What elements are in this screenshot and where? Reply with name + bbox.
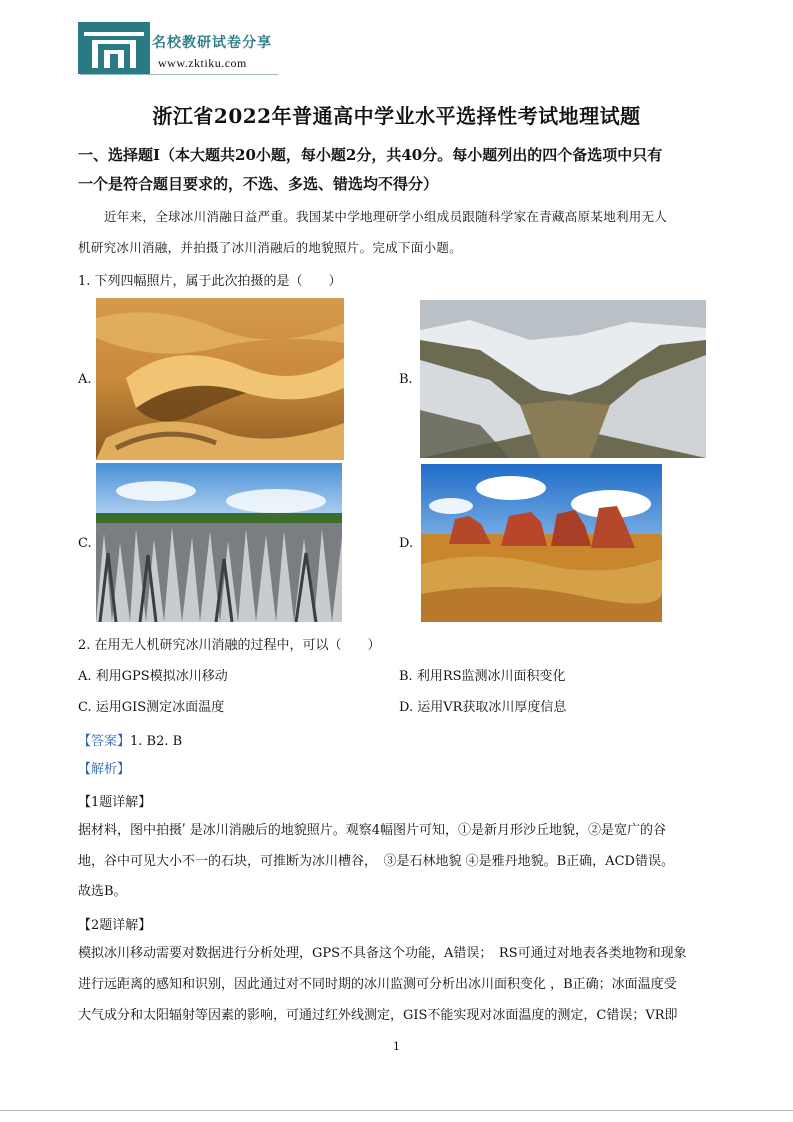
option-c-label: C.: [78, 536, 92, 551]
page-bottom-divider: [0, 1110, 793, 1111]
q2-option-c: C. 运用GIS测定冰面温度: [78, 700, 225, 715]
section-heading-line2: 一个是符合题目要求的，不选、多选、错选均不得分）: [78, 175, 439, 193]
option-d-label: D.: [399, 536, 414, 551]
section-heading-line1: 一、选择题Ⅰ（本大题共20小题，每小题2分，共40分。每小题列出的四个备选项中只有: [78, 146, 663, 164]
page-title: 浙江省2022年普通高中学业水平选择性考试地理试题: [152, 104, 641, 128]
detail-1-label: 【1题详解】: [78, 795, 152, 810]
question-2-stem: 2. 在用无人机研究冰川消融的过程中，可以（ ）: [78, 638, 381, 653]
answer-text: 1. B2. B: [130, 734, 183, 749]
intro-line2: 机研究冰川消融，并拍摄了冰川消融后的地貌照片。完成下面小题。: [78, 240, 463, 255]
answer-block: [78, 730, 182, 749]
detail-1-line2: 地，谷中可见大小不一的石块，可推断为冰川槽谷， ③是石林地貌 ④是雅丹地貌。B正确，ACD错误。: [78, 854, 674, 869]
q2-option-b: B. 利用RS监测冰川面积变化: [399, 669, 566, 684]
option-b-label: B.: [399, 372, 413, 387]
detail-1-line3: 故选B。: [78, 884, 127, 899]
q2-option-a: A. 利用GPS模拟冰川移动: [78, 669, 228, 684]
q2-option-d: D. 运用VR获取冰川厚度信息: [399, 700, 567, 715]
photo-desert-dunes: [96, 298, 344, 460]
logo-divider: [80, 74, 278, 75]
photo-yardang-landform: [421, 464, 662, 622]
detail-2-label: 【2题详解】: [78, 918, 152, 933]
detail-1-line1: 据材料，图中拍摄ʹ 是冰川消融后的地貌照片。观察4幅图片可知，①是新月形沙丘地貌，②是宽广的谷: [78, 823, 667, 838]
question-1-stem: 1. 下列四幅照片，属于此次拍摄的是（ ）: [78, 274, 342, 289]
detail-2-line1: 模拟冰川移动需要对数据进行分析处理，GPS不具备这个功能，A错误； RS可通过对地表各类地物和现象: [78, 946, 687, 961]
logo-name: 名校教研试卷分享: [152, 35, 272, 51]
intro-line1: 近年来，全球冰川消融日益严重。我国某中学地理研学小组成员跟随科学家在青藏高原某地利用无人: [104, 209, 668, 224]
photo-glacial-valley: [420, 300, 706, 458]
photo-stone-forest: [96, 463, 342, 622]
detail-2-line3: 大气成分和太阳辐射等因素的影响，可通过红外线测定，GIS不能实现对冰面温度的测定，C错误；VR即: [78, 1008, 678, 1023]
answer-label: 【答案】: [78, 734, 131, 749]
logo-icon: [78, 22, 150, 74]
logo-url[interactable]: www.zktiku.com: [158, 56, 247, 70]
page-number: 1: [393, 1040, 400, 1053]
option-a-label: A.: [78, 372, 92, 387]
detail-2-line2: 进行远距离的感知和识别，因此通过对不同时期的冰川监测可分析出冰川面积变化 ，B正确；冰面温度受: [78, 977, 677, 992]
analysis-label: 【解析】: [78, 762, 131, 777]
